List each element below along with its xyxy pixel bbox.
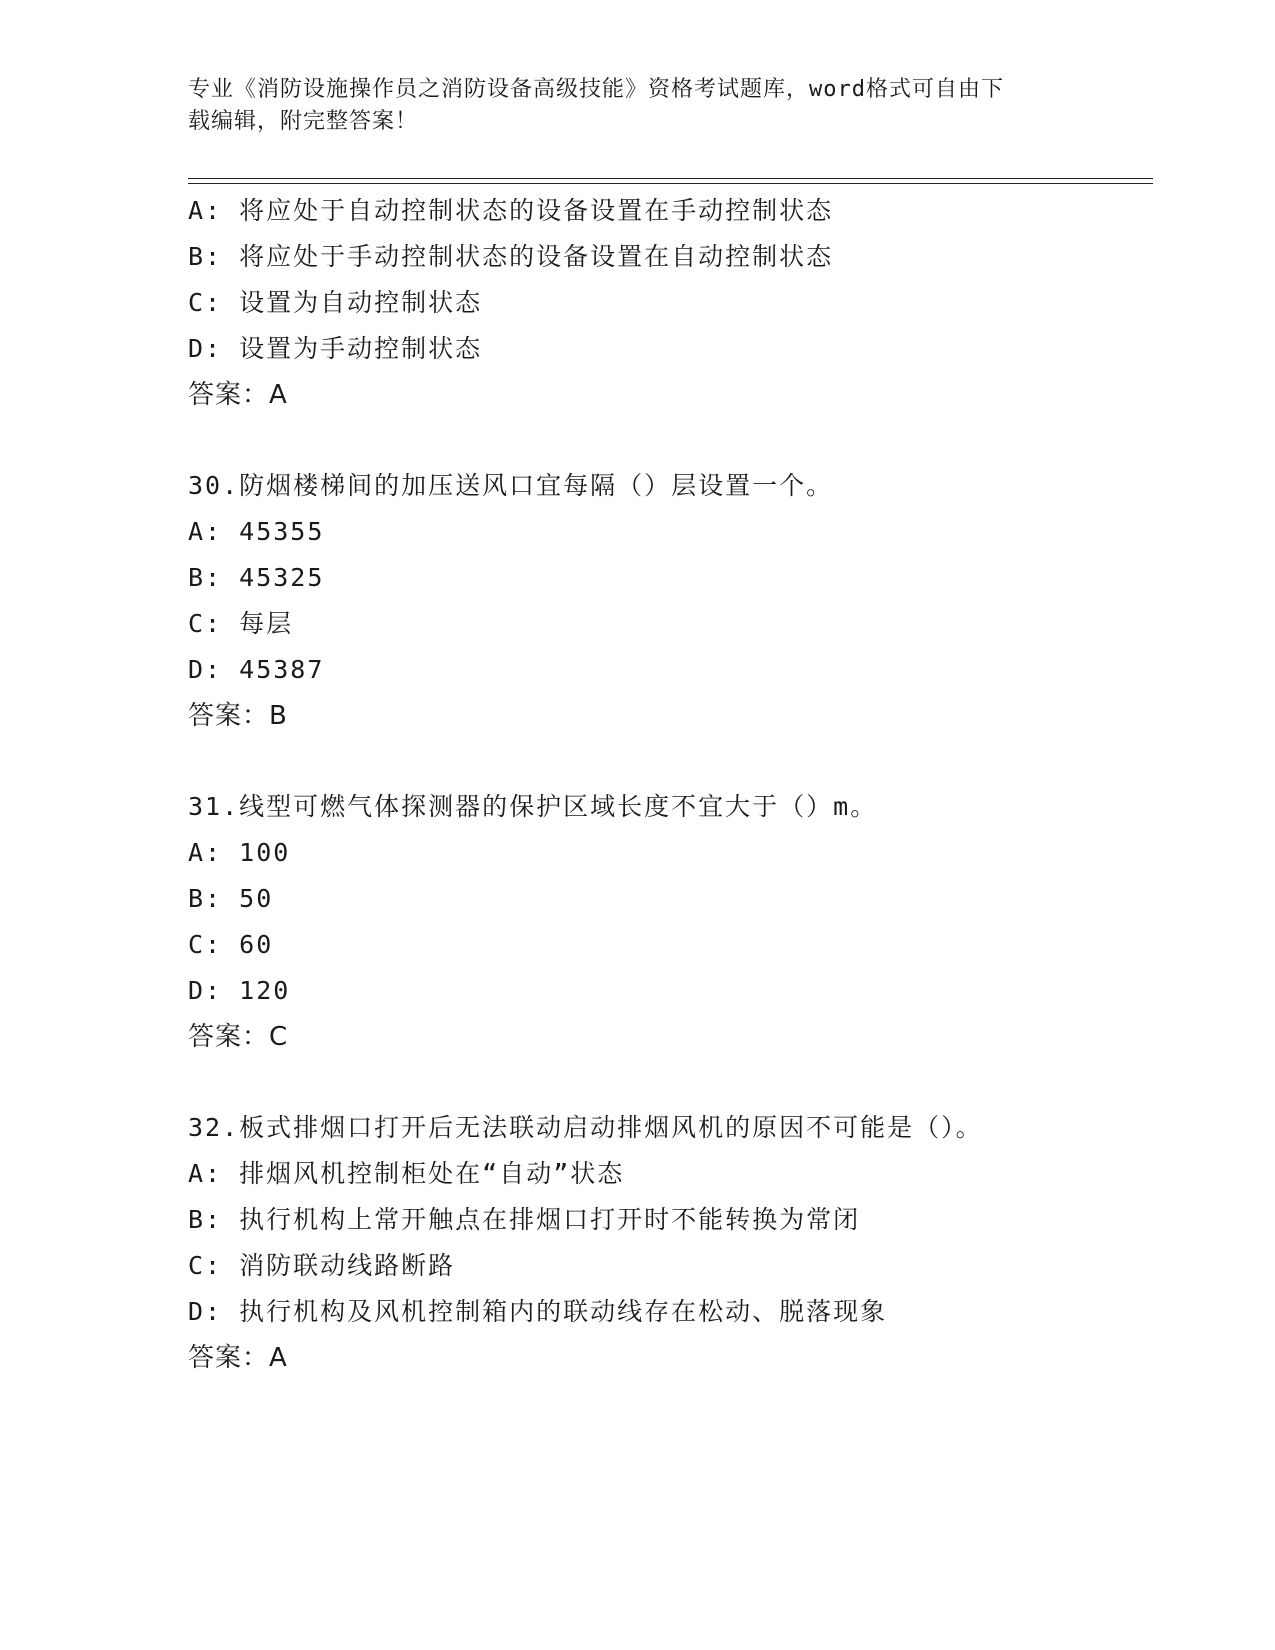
document-header [188, 74, 1068, 138]
option-c: C: 设置为自动控制状态 [188, 288, 483, 317]
option-c: C: 消防联动线路断路 [188, 1251, 456, 1280]
header-divider-top [188, 178, 1153, 179]
option-d: D: 120 [188, 976, 291, 1005]
header-line-1: 专业《消防设施操作员之消防设备高级技能》资格考试题库，word格式可自由下 [188, 77, 1004, 102]
answer: 答案：C [188, 1022, 289, 1052]
header-divider-bottom [188, 183, 1153, 184]
question-29-partial [188, 188, 1148, 418]
option-d: D: 执行机构及风机控制箱内的联动线存在松动、脱落现象 [188, 1297, 888, 1326]
question-30 [188, 463, 1148, 739]
option-b: B: 执行机构上常开触点在排烟口打开时不能转换为常闭 [188, 1205, 861, 1234]
option-a: A: 将应处于自动控制状态的设备设置在手动控制状态 [188, 196, 834, 225]
option-b: B: 将应处于手动控制状态的设备设置在自动控制状态 [188, 242, 834, 271]
option-d: D: 设置为手动控制状态 [188, 334, 483, 363]
question-list [188, 188, 1148, 1381]
option-b: B: 50 [188, 884, 274, 913]
header-line-2: 载编辑，附完整答案！ [188, 109, 419, 134]
answer: 答案：A [188, 1343, 288, 1373]
option-a: A: 100 [188, 838, 291, 867]
option-a: A: 排烟风机控制柜处在“自动”状态 [188, 1159, 625, 1188]
question-stem: 31.线型可燃气体探测器的保护区域长度不宜大于（）m。 [188, 792, 878, 821]
question-stem: 32.板式排烟口打开后无法联动启动排烟风机的原因不可能是（）。 [188, 1113, 983, 1142]
option-c: C: 每层 [188, 609, 294, 638]
option-a: A: 45355 [188, 517, 325, 546]
answer: 答案：B [188, 701, 288, 731]
option-c: C: 60 [188, 930, 274, 959]
question-31 [188, 784, 1148, 1060]
option-d: D: 45387 [188, 655, 325, 684]
question-stem: 30.防烟楼梯间的加压送风口宜每隔（）层设置一个。 [188, 471, 834, 500]
answer: 答案：A [188, 380, 288, 410]
option-b: B: 45325 [188, 563, 325, 592]
question-32 [188, 1105, 1148, 1381]
